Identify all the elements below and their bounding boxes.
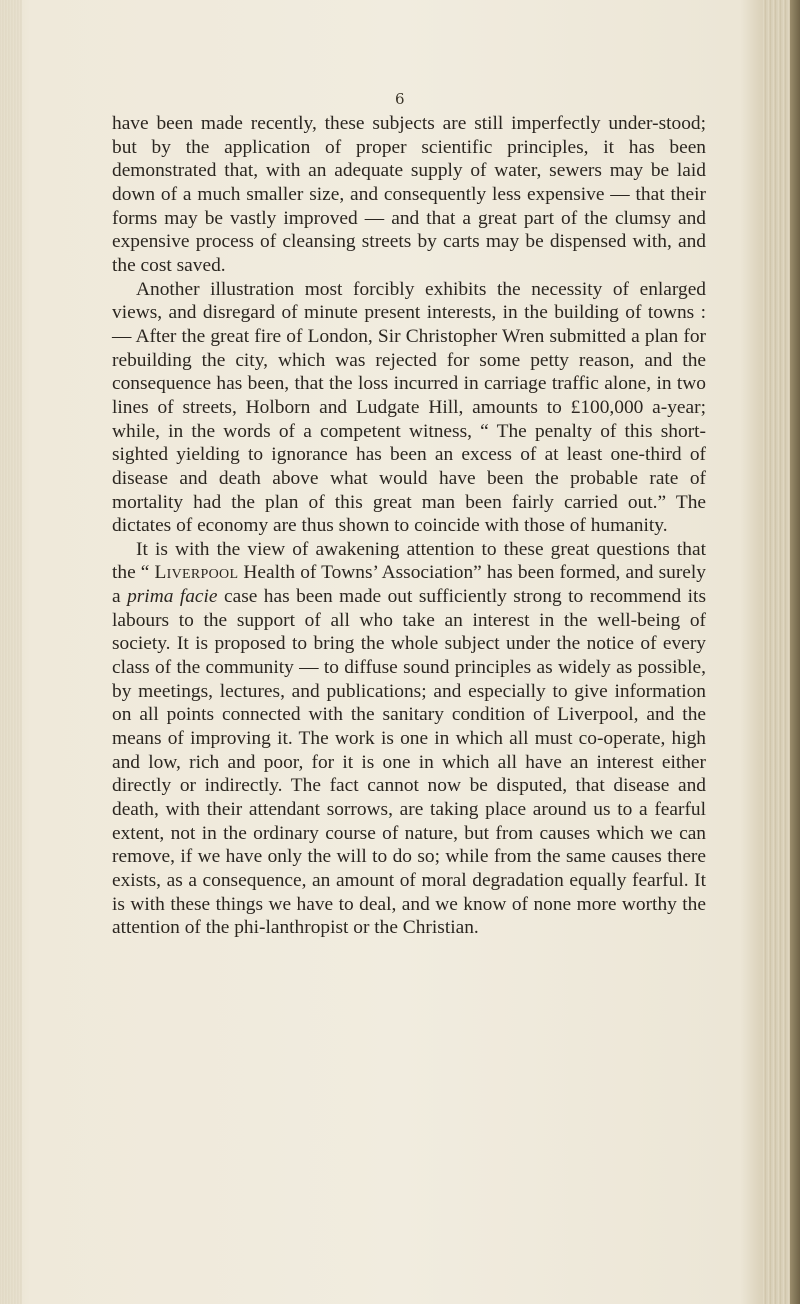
liverpool-small-caps: Liverpool [154, 562, 239, 584]
body-text [112, 112, 706, 940]
paragraph-2: Another illustration most forcibly exhibits the necessity of enlarged views, and disregard of minute present interests, in the building of towns : — After the great fire of London, Sir Christopher Wren submitted a plan for rebuilding the city, which was rejected for some petty reason, and the consequence has been, that the loss incurred in carriage traffic alone, in two lines of streets, Holborn and Ludgate Hill, amounts to £100,000 a-year; while, in the words of a competent witness, “ The penalty of this short-sighted yielding to ignorance has been an excess of at least one-third of disease and death above what would have been the probable rate of mortality had the plan of this great man been fairly carried out.” The dictates of economy are thus shown to coincide with those of humanity. [112, 278, 706, 537]
paragraph-3-part-2: Health of Towns’ Association” has been formed, and surely a [112, 562, 706, 608]
paragraph-3-part-3: case has been made out sufficiently strong to recommend its labours to the support of all who take an interest in the well-being of society. It is proposed to bring the whole subject under the notice of every class of the community — to diffuse sound principles as widely as possible, by meetings, lectures, and publications; and especially to give information on all points connected with the sanitary condition of Liverpool, and the means of improving it. The work is one in which all must co-operate, high and low, rich and poor, for it is one in which all have an interest either directly or indirectly. The fact cannot now be disputed, that disease and death, with their attendant sorrows, are taking place around us to a fearful extent, not in the ordinary course of nature, but from causes which we can remove, if we have only the will to do so; while from the same causes there exists, as a consequence, an amount of moral degradation equally fearful. It is with these things we have to deal, and we know of none more worthy the attention of the phi-lanthropist or the Christian. [112, 586, 706, 939]
prima-facie-italic: prima facie [127, 586, 218, 608]
paragraph-1: have been made recently, these subjects are still imperfectly under-stood; but by the application of proper scientific principles, it has been demonstrated that, with an adequate supply of water, sewers may be laid down of a much smaller size, and consequently less expensive — that their forms may be vastly improved — and that a great part of the clumsy and expensive process of cleansing streets by carts may be dispensed with, and the cost saved. [112, 113, 706, 276]
page-number: 6 [394, 90, 406, 108]
paragraph-3-part-1: It is with the view of awakening attention to these great questions that the “ [112, 538, 706, 584]
paragraph-3 [112, 538, 706, 940]
page-gutter [0, 0, 22, 1304]
page-edge-shadow [790, 0, 800, 1304]
